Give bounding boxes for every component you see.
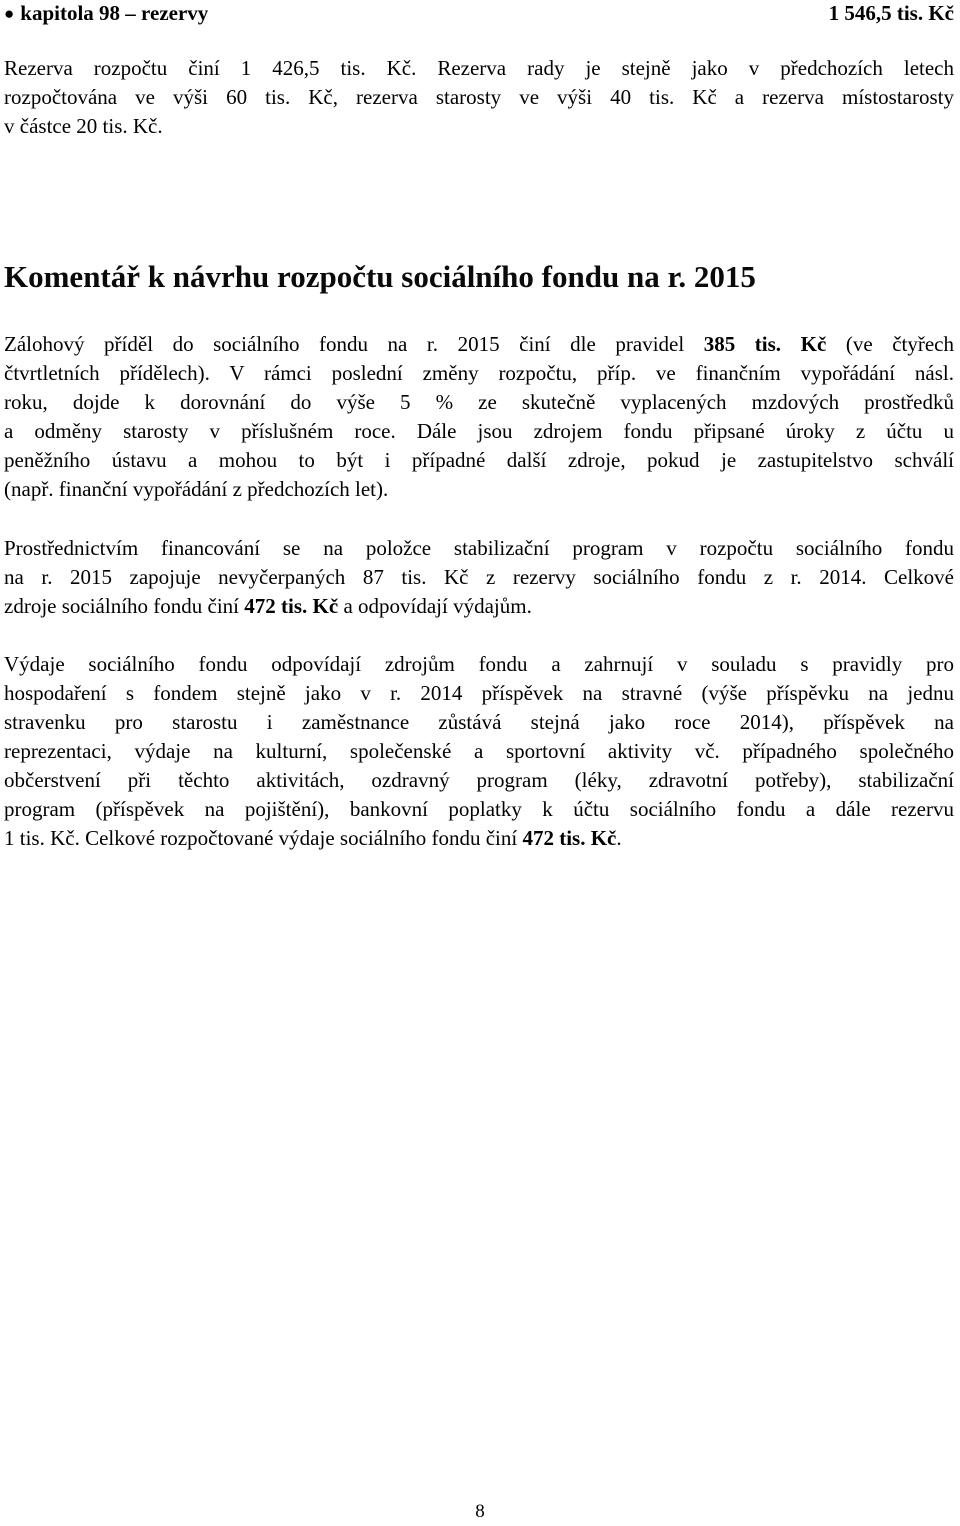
section-heading: Komentář k návrhu rozpočtu sociálního fondu na r. 2015 xyxy=(4,259,756,294)
paragraph-line: (např. finanční vypořádání z předchozích let). xyxy=(4,477,389,501)
reserve-paragraph xyxy=(4,54,954,141)
paragraph-line: 1 tis. Kč. Celkové rozpočtované výdaje sociálního fondu činí 472 tis. Kč. xyxy=(4,826,622,850)
chapter-title: ● kapitola 98 – rezervy xyxy=(4,1,209,25)
social-fund-paragraph xyxy=(4,330,954,504)
paragraph-line: Výdaje sociálního fondu odpovídají zdrojům fondu a zahrnují v souladu s pravidly pro xyxy=(4,652,954,676)
paragraph-line: program (příspěvek na pojištění), bankovní poplatky k účtu sociálního fondu a dále rezervu xyxy=(4,797,954,821)
paragraph-line: Zálohový příděl do sociálního fondu na r. 2015 činí dle pravidel 385 tis. Kč (ve čtyřech xyxy=(4,332,954,356)
paragraph-line: Rezerva rozpočtu činí 1 426,5 tis. Kč. Rezerva rady je stejně jako v předchozích letech xyxy=(4,56,954,80)
paragraph-line: hospodaření s fondem stejně jako v r. 2014 příspěvek na stravné (výše příspěvku na jednu xyxy=(4,681,954,705)
paragraph-line: čtvrtletních přídělech). V rámci poslední změny rozpočtu, příp. ve finančním vypořádání násl. xyxy=(4,361,954,385)
expenses-paragraph xyxy=(4,650,954,853)
paragraph-line: peněžního ústavu a mohou to být i případné další zdroje, pokud je zastupitelstvo schválí xyxy=(4,448,954,472)
paragraph-line: Prostřednictvím financování se na položce stabilizační program v rozpočtu sociálního fondu xyxy=(4,536,954,560)
chapter-amount: 1 546,5 tis. Kč xyxy=(828,1,954,25)
page-number: 8 xyxy=(475,1501,485,1522)
currency-label: Kč xyxy=(312,594,339,618)
bullet-icon: ● xyxy=(4,4,15,23)
paragraph-line: a odměny starosty v příslušném roce. Dále jsou zdrojem fondu připsané úroky z účtu u xyxy=(4,419,954,443)
paragraph-line: v částce 20 tis. Kč. xyxy=(4,114,163,138)
total-sources-amount: 472 tis. xyxy=(244,594,308,618)
total-expenses-amount: 472 tis. Kč xyxy=(522,826,617,850)
paragraph-line: zdroje sociálního fondu činí 472 tis. Kč a odpovídají výdajům. xyxy=(4,594,532,618)
paragraph-line: rozpočtována ve výši 60 tis. Kč, rezerva starosty ve výši 40 tis. Kč a rezerva místostarosty xyxy=(4,85,954,109)
paragraph-line: reprezentaci, výdaje na kulturní, společenské a sportovní aktivity vč. případného společného xyxy=(4,739,954,763)
paragraph-line: stravenku pro starostu i zaměstnance zůstává stejná jako roce 2014), příspěvek na xyxy=(4,710,954,734)
chapter-header xyxy=(4,0,954,28)
stabilization-paragraph xyxy=(4,534,954,621)
allocation-amount: 385 tis. Kč xyxy=(703,332,827,356)
paragraph-line: na r. 2015 zapojuje nevyčerpaných 87 tis. Kč z rezervy sociálního fondu z r. 2014. Celkové xyxy=(4,565,954,589)
paragraph-line: občerstvení při těchto aktivitách, ozdravný program (léky, zdravotní potřeby), stabilizační xyxy=(4,768,954,792)
paragraph-line: roku, dojde k dorovnání do výše 5 % ze skutečně vyplacených mzdových prostředků xyxy=(4,390,954,414)
